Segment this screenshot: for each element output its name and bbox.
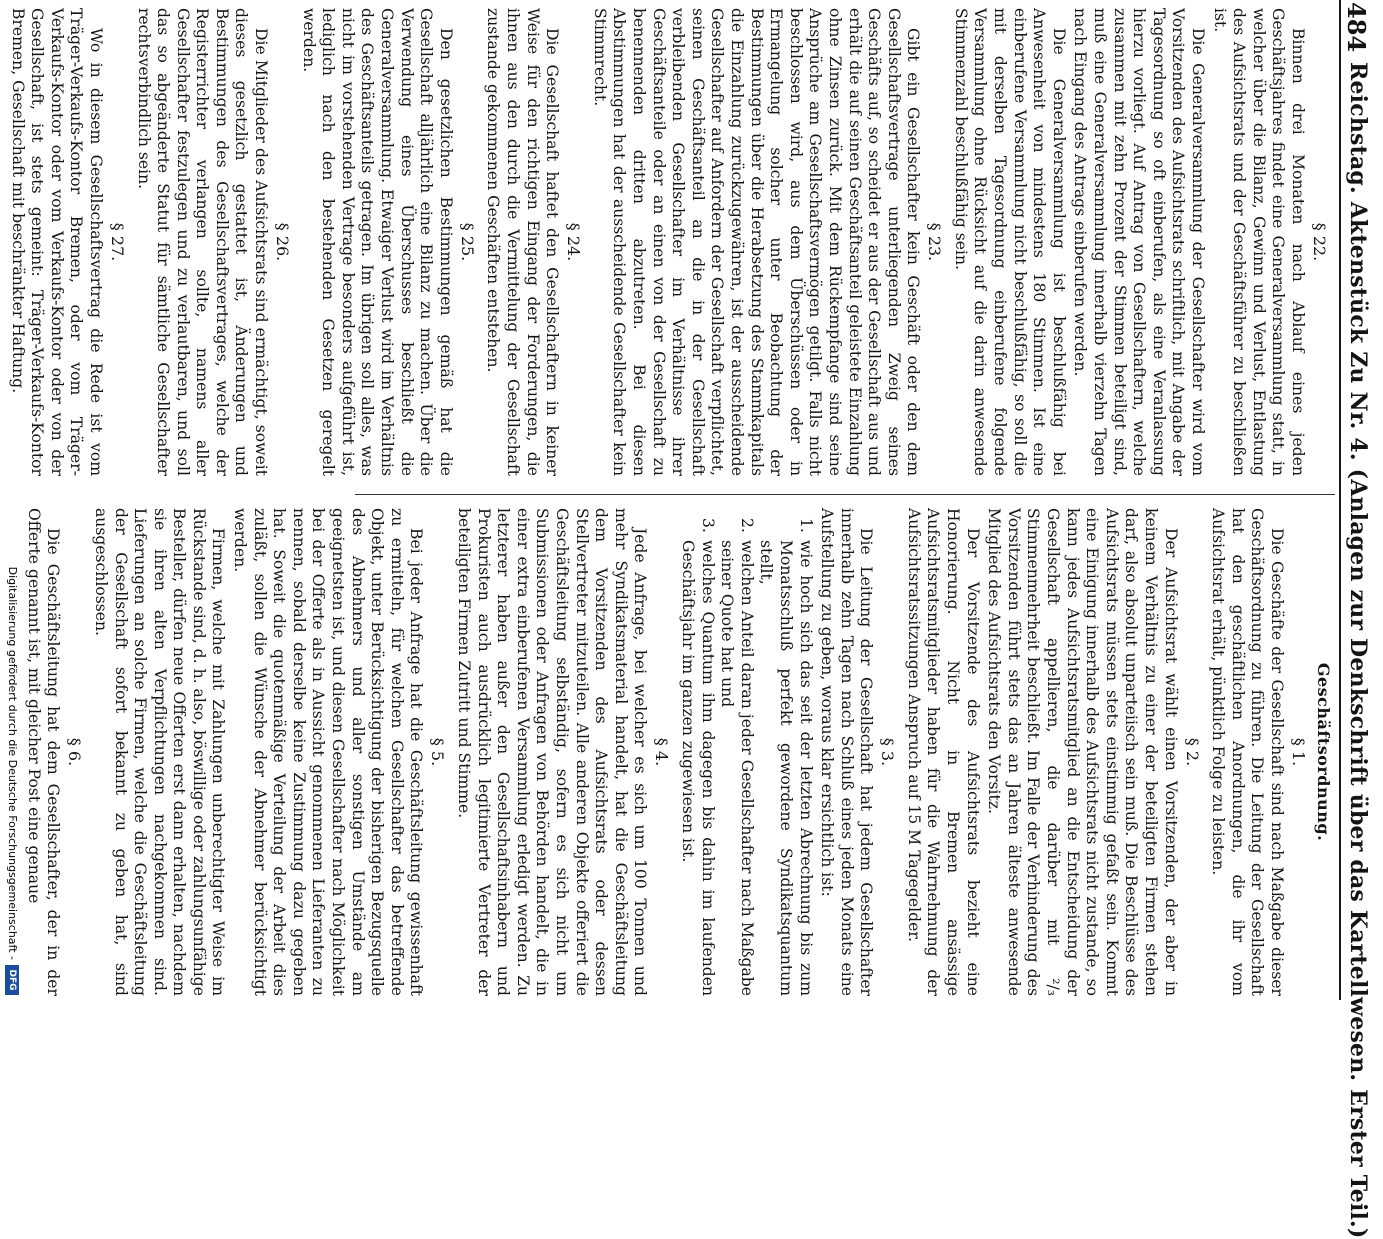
section-paragraph: Die Mitglieder des Aufsichtsrats sind ermächtigt, soweit dieses gesetzlich gestattet ist, Änderungen und Bestimmungen des Gesellschaftsvertrages, welche der Registerrichter verlangen sollte, namens aller Gesellschafter festzulegen und zu verlautbaren, und soll das so abgeänderte Statut für sämtliche Gesellschafter rechtsverbindlich sein. bbox=[134, 8, 271, 476]
section-heading: § 3. bbox=[878, 737, 898, 767]
section-paragraph: Wo in diesem Gesellschaftsvertrag die Rede ist vom Träger-Verkaufs-Kontor Bremen, oder vom Träger-Verkaufs-Kontor oder vom Verkaufs-Kontor oder von der Gesellschaft, ist stets gemeint: Träger-Verkaufs-Kontor Bremen, Gesellschaft mit beschränkter Haftung. bbox=[8, 8, 105, 476]
section bbox=[589, 8, 944, 476]
section bbox=[950, 8, 1329, 476]
left-sections bbox=[0, 8, 1335, 476]
section-paragraph: Firmen, welche mit Zahlungen unberechtigter Weise im Rückstande sind, d. h. also, böswillige oder zahlungsunfähige Besteller, dürfen neue Offerten erst dann erhalten, nachdem sie ihren alten Verpflichtungen nachgekommen sind. Lieferungen an solche Firmen, welche die Geschäftsleitung der Gesellschaft sofort bekannt zu geben hat, sind ausgeschlossen. bbox=[91, 508, 228, 996]
digitization-notice: Digitalisierung gefördert durch die Deutsche Forschungsgemeinschaft - bbox=[6, 566, 19, 960]
list-item-text: wie hoch sich das seit der letzten Abrechnung bis zum Monatsschluß perfekt gewordene Syndikatsquantum stellt, bbox=[757, 540, 815, 996]
section-paragraph: Den gesetzlichen Bestimmungen gemäß hat die Gesellschaft alljährlich eine Bilanz zu machen. Über die Verwendung eines Überschusses beschließt die Generalversammlung. Etwaiger Verlust wird im Verhältnis des Geschäftsanteils getragen. Im übrigen soll alles, was nicht im vorstehenden Vertrage besonders aufgeführt ist, lediglich nach den bestehenden Gesetzen geregelt werden. bbox=[299, 8, 455, 476]
section bbox=[7, 8, 127, 476]
section bbox=[1208, 508, 1308, 996]
section-paragraph: Der Vorsitzende des Aufsichtsrats bezieht eine Honorierung. Nicht in Bremen ansässige Aufsichtsratsmitglieder haben für die Wahrnehmung der Aufsichtsratssitzungen Anspruch auf 15 M Tagegelder. bbox=[904, 508, 982, 996]
section-paragraph: Gibt ein Gesellschafter kein Geschäft oder den dem Gesellschaftsvertrage unterliegenden Zweig seines Geschäfts auf, so scheidet er aus der Gesellschaft aus und erhält die auf seinen Geschäftsanteil geleistete Einzahlung ohne Zinsen zurück. Mit dem Rückempfange sind seine Ansprüche am Gesellschaftsvermögen getilgt. Falls nicht beschlossen wird, aus dem Überschüssen oder in Ermangelung solcher unter Beobachtung der Bestimmungen über die Herabsetzung des Stammkapitals die Einzahlung zurückzugewähren, ist der ausscheidende Gesellschafter auf Anfordern der Gesellschaft verpflichtet, seinen Geschäftsanteil an die in der Gesellschaft verbleibenden Gesellschafter im Verhältnisse ihrer Geschäftsanteile oder an einen von der Gesellschaft zu benennenden dritten abzutreten. Bei diesen Abstimmungen hat der ausscheidende Gesellschafter kein Stimmrecht. bbox=[590, 8, 923, 476]
geschaeftsordnung-title: Geschäftsordnung. bbox=[1314, 662, 1333, 842]
section-heading: § 23. bbox=[925, 222, 945, 262]
section bbox=[903, 508, 1201, 996]
section-heading: § 6. bbox=[65, 737, 85, 767]
list-item bbox=[756, 508, 815, 996]
section-paragraph: Binnen drei Monaten nach Ablauf eines jeden Geschäftsjahres findet eine Generalversammlung statt, in welcher über die Bilanz, Gewinn und Verlust, Entlastung des Aufsichtsrats und der Geschäftsführer zu beschließen ist. bbox=[1210, 8, 1307, 476]
section-heading: § 2. bbox=[1182, 737, 1202, 767]
list-item bbox=[717, 508, 756, 996]
section bbox=[298, 8, 477, 476]
section-paragraph: Jede Anfrage, bei welcher es sich um 100 Tonnen und mehr Syndikatsmaterial handelt, hat die Geschäftsleitung dem Vorsitzenden des Aufsichtsrats oder dessen Stellvertreter mitzuteilen. Alle anderen Objekte offeriert die Geschäftsleitung selbständig, sofern es sich nicht um Submissionen oder Anfragen von Behörden handelt, die in einer extra einberufenen Versammlung erledigt werden. Zu letzterer haben außer den Gesellschaftsinhabern und Prokuristen auch ausdrücklich legitimierte Vertreter der beteiligten Firmen Zutritt und Stimme. bbox=[455, 508, 650, 996]
section-heading: § 24. bbox=[564, 222, 584, 262]
enumerated-list bbox=[677, 508, 814, 996]
list-item-text: welches Quantum ihm dagegen bis dahin im laufenden Geschäftsjahr im ganzen zugewiesen ist. bbox=[678, 540, 717, 996]
section-heading: § 4. bbox=[652, 737, 672, 767]
section-heading: § 27. bbox=[107, 222, 127, 262]
section-paragraph: Bei jeder Anfrage hat die Geschäftsleitung gewissenhaft zu ermitteln, für welchen Gesellschafter das betreffende Objekt, unter Berücksichtigung der bisherigen Bezugsquelle des Abnehmers und aller sonstigen Umstände am geeignetsten ist, und diesen Gesellschafter nach Möglichkeit bei der Offerte als in Aussicht genommenen Lieferanten zu nennen, sobald derselbe keine Zustimmung dazu gegeben hat. Soweit die quotenmäßige Verteilung der Arbeit dies zuläßt, sollen die Wünsche der Abnehmer berücksichtigt werden. bbox=[231, 508, 426, 996]
section bbox=[133, 8, 292, 476]
list-item-number: 2. bbox=[737, 518, 756, 533]
section-paragraph: Die Geschäftsleitung hat dem Gesellschafter, der in der Offerte genannt ist, mit gleicher Post eine genaue bbox=[24, 508, 63, 996]
section-paragraph: Der Aufsichtsrat wählt einen Vorsitzenden, der aber in keinem Verhältnis zu einer der beteiligten Firmen stehen darf, also absolut unparteiisch sein muß. Die Beschlüsse des Aufsichtsrats müssen stets einstimmig gefaßt sein. Kommt eine Einigung innerhalb des Aufsichtsrats nicht zustande, so kann jedes Aufsichtsratsmitglied an die Entscheidung der Gesellschaft appellieren, die darüber mit ²/₃ Stimmenmehrheit beschließt. Im Falle der Verhinderung des Vorsitzenden führt stets das an Jahren älteste anwesende Mitglied des Aufsichtsrats den Vorsitz. bbox=[985, 508, 1180, 996]
page-number: 484 bbox=[1342, 2, 1371, 53]
list-item-number: 1. bbox=[796, 518, 815, 533]
section-paragraph: Die Generalversammlung der Gesellschafter wird vom Vorsitzenden des Aufsichtsrats schriftlich, mit Angabe der Tagesordnung so oft einberufen, als eine Veranlassung hierzu vorliegt. Auf Antrag von Gesellschaftern, welche zusammen mit zehn Prozent der Stimmen beteiligt sind, muß eine Generalversammlung innerhalb vierzehn Tagen nach Eingang des Antrags einberufen werden. bbox=[1071, 8, 1208, 476]
section-paragraph: Die Gesellschaft haftet den Gesellschaftern in keiner Weise für den richtigen Eingang der Forderungen, die ihnen aus den durch die Vermittelung der Gesellschaft zustande gekommenen Geschäften entstehen. bbox=[484, 8, 562, 476]
dfg-logo-badge: DFG bbox=[5, 965, 19, 995]
section-heading: § 25. bbox=[457, 222, 477, 262]
section bbox=[483, 8, 583, 476]
right-column bbox=[0, 504, 1383, 1000]
list-item-number: 3. bbox=[698, 518, 717, 533]
section bbox=[677, 508, 897, 996]
section-paragraph: Die Geschäfte der Gesellschaft sind nach Maßgabe dieser Geschäftsordnung zu führen. Die Leitung der Gesellschaft hat den geschäftlichen Anordnungen, die ihr vom Aufsichtsrat erhält, pünktlich Folge zu leisten. bbox=[1209, 508, 1286, 996]
section-heading: § 1. bbox=[1289, 737, 1308, 767]
section bbox=[23, 508, 84, 996]
section-paragraph: Die Leitung der Gesellschaft hat jedem Gesellschafter innerhalb zehn Tagen nach Schluß eines jeden Monats eine Aufstellung zu geben, woraus klar ersichtlich ist: bbox=[818, 508, 876, 996]
section-heading: § 5. bbox=[428, 737, 448, 767]
list-item bbox=[677, 508, 716, 996]
digitization-footer bbox=[3, 0, 21, 1000]
section-heading: § 22. bbox=[1310, 222, 1329, 262]
column-divider bbox=[355, 494, 1335, 495]
left-column bbox=[0, 0, 1383, 484]
section bbox=[453, 508, 671, 996]
right-sections bbox=[21, 508, 1335, 996]
running-head: Reichstag. Aktenstück Zu Nr. 4. (Anlagen zur Denkschrift über das Kartellwesen. Erster Teil.) bbox=[1345, 62, 1371, 1239]
section-paragraph: Die Generalversammlung ist beschlußfähig bei Anwesenheit von mindestens 180 Stimmen. Ist eine einberufene Versammlung nicht beschlußfähig, so soll die mit derselben Tagesordnung einberufene folgende Versammlung ohne Rücksicht auf die darin anwesende Stimmenzahl beschlußfähig sein. bbox=[951, 8, 1068, 476]
section bbox=[90, 508, 447, 996]
list-item-text: welchen Anteil daran jeder Gesellschafter nach Maßgabe seiner Quote hat und bbox=[718, 540, 756, 996]
section-heading: § 26. bbox=[273, 222, 293, 262]
